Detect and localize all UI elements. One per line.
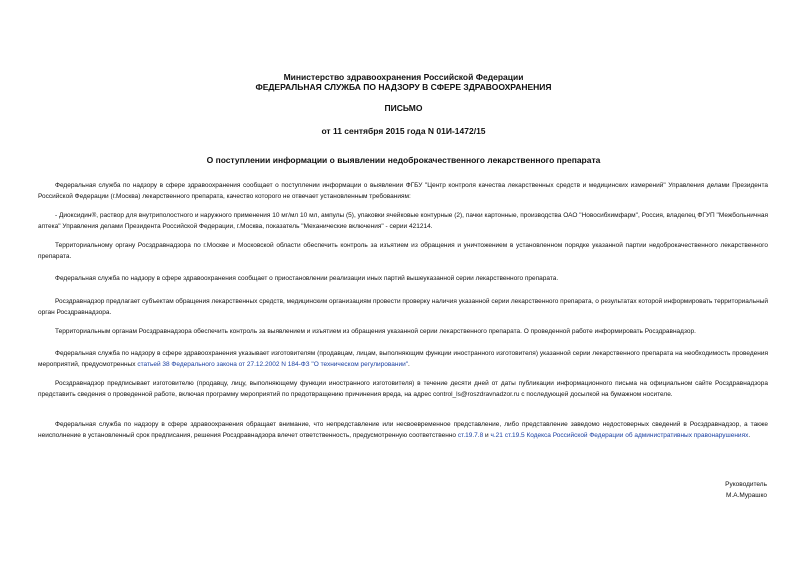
paragraph-7-end: . xyxy=(408,360,410,368)
document-type: ПИСЬМО xyxy=(384,103,423,113)
paragraph-6: Территориальным органам Росздравнадзора обеспечить контроль за выявлением и изъятием из обращения указанной серии лекарственного препарата. О проведенной работе информировать Росздравнадзор. xyxy=(55,328,696,335)
paragraph-7 xyxy=(38,349,768,370)
paragraph-4: Федеральная служба по надзору в сфере здравоохранения сообщает о приостановлении реализации иных партий вышеуказанной серии лекарственного препарата. xyxy=(55,275,559,282)
signature-name: М.А.Мурашко xyxy=(725,492,767,499)
paragraph-2: - Диоксидин®, раствор для внутриполостного и наружного применения 10 мг/мл 10 мл, ампулы (5), упаковки ячейковые контурные (2), пачки картонные, производства ОАО "Новосибхимфарм", Россия, владелец ФГУП "Межбольничная аптека" Управления делами Президента Российской Федерации, г.Москва, показатель "Механические включения" - серии 421214. xyxy=(38,212,768,230)
paragraph-9 xyxy=(38,420,768,441)
paragraph-7-text: Федеральная служба по надзору в сфере здравоохранения указывает изготовителям (продавцам, лицам, выполняющим функции иностранного изготовителя) указанной серии лекарственного препарата на необходимость проведения мероприятий, предусмотренных xyxy=(38,350,768,368)
article-19-5-link[interactable]: ч.21 ст.19.5 Кодекса Российской Федерации об административных правонарушениях xyxy=(490,431,749,439)
ministry-name: Министерство здравоохранения Российской Федерации xyxy=(283,72,524,82)
law-184-link[interactable]: статьей 38 Федерального закона от 27.12.2002 N 184-ФЗ "О техническом регулировании" xyxy=(137,360,409,368)
paragraph-8: Росздравнадзор предписывает изготовителю (продавцу, лицу, выполняющему функции иностранного изготовителя) в течение десяти дней от даты публикации информационного письма на официальном сайте Росздравнадзора представить сведения о проведенной работе, включая программу мероприятий по предотвращению причинения вреда, на адрес control_ls@roszdravnadzor.ru с последующей досылкой на бумажном носителе. xyxy=(38,380,768,398)
paragraph-9-mid: и xyxy=(483,431,491,439)
paragraph-3: Территориальному органу Росздравнадзора по г.Москве и Московской области обеспечить контроль за изъятием из обращения и уничтожением в установленном порядке указанной партии недоброкачественного лекарственного препарата. xyxy=(38,242,768,260)
paragraph-5: Росздравнадзор предлагает субъектам обращения лекарственных средств, медицинским организациям провести проверку наличия указанной серии лекарственного препарата, о результатах которой информировать территориальный орган Росздравнадзора. xyxy=(38,298,768,316)
document-date-number: от 11 сентября 2015 года N 01И-1472/15 xyxy=(321,126,486,136)
paragraph-1: Федеральная служба по надзору в сфере здравоохранения сообщает о поступлении информации о выявлении ФГБУ "Центр контроля качества лекарственных средств и медицинских измерений" Управления делами Президента Российской Федерации (г.Москва) лекарственного препарата, качество которого не отвечает установленным требованиям: xyxy=(38,182,768,200)
article-19-7-8-link[interactable]: ст.19.7.8 xyxy=(457,431,484,439)
paragraph-9-end: . xyxy=(748,431,751,439)
paragraph-9-text: Федеральная служба по надзору в сфере здравоохранения обращает внимание, что непредставление или несвоевременное представление, либо представление заведомо недостоверных сведений в Росздравнадзор, а также неисполнение в установленный срок предписания, решения Росздравнадзора влечет ответственность, предусмотренную соответственно xyxy=(38,421,768,439)
service-name: ФЕДЕРАЛЬНАЯ СЛУЖБА ПО НАДЗОРУ В СФЕРЕ ЗДРАВООХРАНЕНИЯ xyxy=(255,82,552,92)
signature-position: Руководитель xyxy=(725,481,767,488)
document-subject: О поступлении информации о выявлении недоброкачественного лекарственного препарата xyxy=(206,155,601,165)
